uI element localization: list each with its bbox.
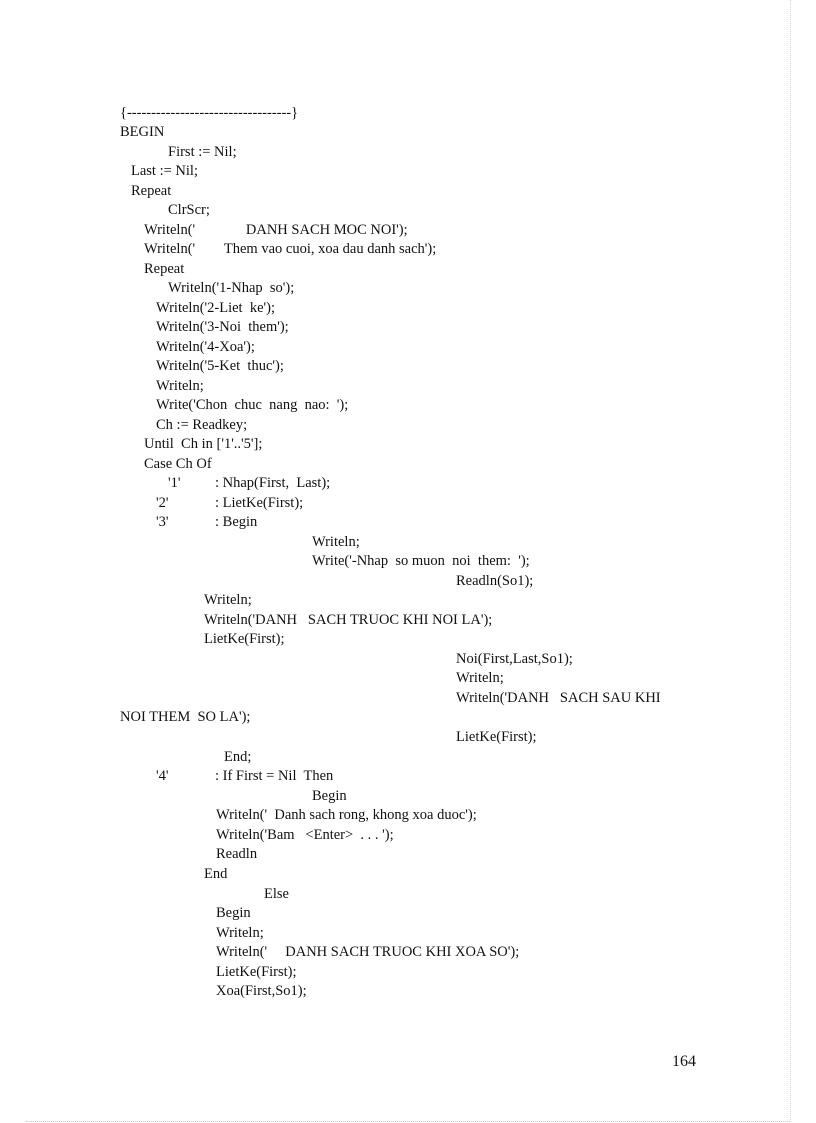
- code-line: BEGIN: [120, 124, 165, 140]
- code-line: Writeln('DANH SACH TRUOC KHI NOI LA');: [204, 612, 493, 628]
- code-line: LietKe(First);: [216, 964, 297, 980]
- code-line: NOI THEM SO LA');: [120, 709, 251, 725]
- code-line: Writeln(' Them vao cuoi, xoa dau danh sach');: [144, 241, 437, 257]
- code-line: : If First = Nil Then: [215, 768, 334, 784]
- code-line: : Nhap(First, Last);: [215, 475, 331, 491]
- code-line: Case Ch Of: [144, 456, 212, 472]
- code-line: Writeln('1-Nhap so');: [168, 280, 295, 296]
- code-line: Begin: [312, 788, 347, 804]
- code-line: : Begin: [215, 514, 258, 530]
- code-line: Last := Nil;: [131, 163, 198, 179]
- case-label: '4': [156, 768, 169, 784]
- case-label: '2': [156, 495, 169, 511]
- code-line: LietKe(First);: [456, 729, 537, 745]
- case-label: '1': [168, 475, 181, 491]
- code-line: Writeln('Bam <Enter> . . . ');: [216, 827, 394, 843]
- code-line: First := Nil;: [168, 144, 237, 160]
- code-line: Writeln;: [204, 592, 252, 608]
- code-line: Else: [264, 886, 289, 902]
- code-line: Writeln;: [156, 378, 204, 394]
- code-line: Ch := Readkey;: [156, 417, 248, 433]
- code-line: LietKe(First);: [204, 631, 285, 647]
- code-line: Readln: [216, 846, 258, 862]
- code-line: Repeat: [144, 261, 185, 277]
- code-line: Readln(So1);: [456, 573, 534, 589]
- code-line: Xoa(First,So1);: [216, 983, 307, 999]
- code-line: Writeln('DANH SACH SAU KHI: [456, 690, 661, 706]
- code-line: {----------------------------------}: [120, 105, 299, 121]
- page-number: 164: [672, 1053, 696, 1070]
- code-line: : LietKe(First);: [215, 495, 304, 511]
- code-line: Writeln('3-Noi them');: [156, 319, 289, 335]
- code-line: Writeln('2-Liet ke');: [156, 300, 275, 316]
- code-line: Until Ch in ['1'..'5'];: [144, 436, 263, 452]
- code-line: Writeln(' Danh sach rong, khong xoa duoc');: [216, 807, 477, 823]
- code-line: Write('Chon chuc nang nao: ');: [156, 397, 349, 413]
- code-line: Repeat: [131, 183, 172, 199]
- code-line: Writeln('5-Ket thuc');: [156, 358, 284, 374]
- code-line: Writeln;: [456, 670, 504, 686]
- code-line: Writeln(' DANH SACH TRUOC KHI XOA SO');: [216, 944, 520, 960]
- code-line: End;: [224, 749, 252, 765]
- code-line: Writeln;: [312, 534, 360, 550]
- code-line: Writeln;: [216, 925, 264, 941]
- code-line: Write('-Nhap so muon noi them: ');: [312, 553, 530, 569]
- code-line: Writeln('4-Xoa');: [156, 339, 255, 355]
- code-line: Noi(First,Last,So1);: [456, 651, 573, 667]
- case-label: '3': [156, 514, 169, 530]
- code-line: End: [204, 866, 228, 882]
- code-line: ClrScr;: [168, 202, 210, 218]
- page-bottom-divider: [26, 1121, 790, 1122]
- code-line: Writeln(' DANH SACH MOC NOI');: [144, 222, 408, 238]
- code-line: Begin: [216, 905, 251, 921]
- page-edge-divider: [790, 0, 791, 1122]
